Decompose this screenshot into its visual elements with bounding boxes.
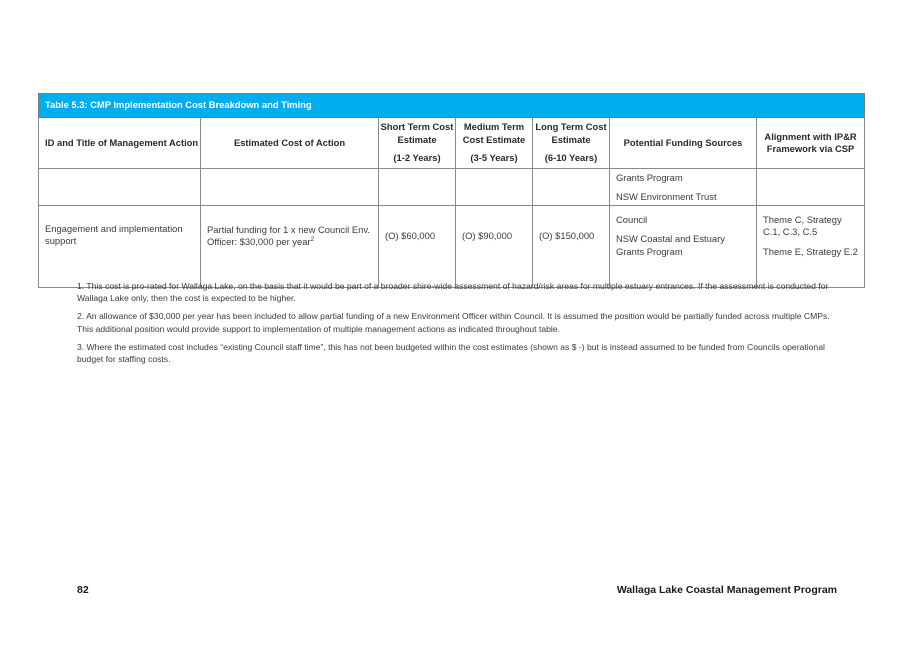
cell-funding-sources xyxy=(610,169,757,206)
cost-table-wrapper xyxy=(38,93,864,288)
alignment-item: Theme E, Strategy E.2 xyxy=(763,245,858,257)
estimated-cost-text: Partial funding for 1 x new Council Env. Officer: $30,000 per year xyxy=(207,224,370,248)
header-long-term-years: (6-10 Years) xyxy=(544,152,598,164)
header-funding-sources: Potential Funding Sources xyxy=(610,118,757,169)
footnote: 2. An allowance of $30,000 per year has been included to allow partial funding of a new Environment Officer within Council. It is assumed the position would be partially funded across multiple CMPs. This additional position would provide support to implementation of multiple management actions as indicated throughout table. xyxy=(77,311,830,334)
document-title: Wallaga Lake Coastal Management Program xyxy=(616,584,837,596)
cell-long-term xyxy=(533,169,610,206)
cell-long-term: (O) $150,000 xyxy=(533,206,610,288)
header-id-title: ID and Title of Management Action xyxy=(39,118,201,169)
header-alignment: Alignment with IP&R Framework via CSP xyxy=(757,118,865,169)
header-long-term xyxy=(533,118,610,169)
cell-id-title: Engagement and implementation support xyxy=(39,206,201,288)
header-short-term-label: Short Term Cost Estimate xyxy=(380,121,454,145)
funding-source: NSW Environment Trust xyxy=(616,191,717,203)
cell-medium-term xyxy=(456,169,533,206)
alignment-item: Theme C, Strategy C.1, C.3, C.5 xyxy=(763,214,842,238)
header-estimated-cost: Estimated Cost of Action xyxy=(201,118,379,169)
cell-alignment xyxy=(757,169,865,206)
header-short-term xyxy=(379,118,456,169)
table-row xyxy=(39,206,865,288)
cell-alignment xyxy=(757,206,865,288)
footnote: 1. This cost is pro-rated for Wallaga Lake, on the basis that it would be part of a broader shire-wide assessment of hazard/risk areas for multiple estuary entrances. If the assessment is conducted for Wallaga Lake only, then the cost is expected to be higher. xyxy=(77,281,829,304)
funding-source: Council xyxy=(616,214,648,225)
table-row xyxy=(39,169,865,206)
cell-medium-term: (O) $90,000 xyxy=(456,206,533,288)
header-short-term-years: (1-2 Years) xyxy=(393,152,441,164)
table-footnotes xyxy=(77,280,837,371)
funding-source: Grants Program xyxy=(616,172,683,183)
cell-short-term: (O) $60,000 xyxy=(379,206,456,288)
footnote-ref: 2 xyxy=(310,236,315,244)
footnote: 3. Where the estimated cost includes “existing Council staff time”, this has not been budgeted within the cost estimates (shown as $ -) but is instead assumed to be funded from Councils operational budget for staffing costs. xyxy=(77,341,825,365)
header-medium-term xyxy=(456,118,533,169)
cell-short-term xyxy=(379,169,456,206)
cell-estimated-cost xyxy=(201,169,379,206)
cell-funding-sources xyxy=(610,206,757,288)
header-medium-term-years: (3-5 Years) xyxy=(470,152,518,164)
funding-source: NSW Coastal and Estuary Grants Program xyxy=(616,233,725,257)
table-header-row xyxy=(39,118,865,169)
table-caption: Table 5.3: CMP Implementation Cost Breakdown and Timing xyxy=(39,94,865,118)
cost-breakdown-table xyxy=(38,93,865,288)
header-long-term-label: Long Term Cost Estimate xyxy=(535,121,607,145)
header-medium-term-label: Medium Term Cost Estimate xyxy=(462,121,526,145)
page-number: 82 xyxy=(77,584,89,596)
cell-estimated-cost xyxy=(201,206,379,288)
cell-id-title xyxy=(39,169,201,206)
